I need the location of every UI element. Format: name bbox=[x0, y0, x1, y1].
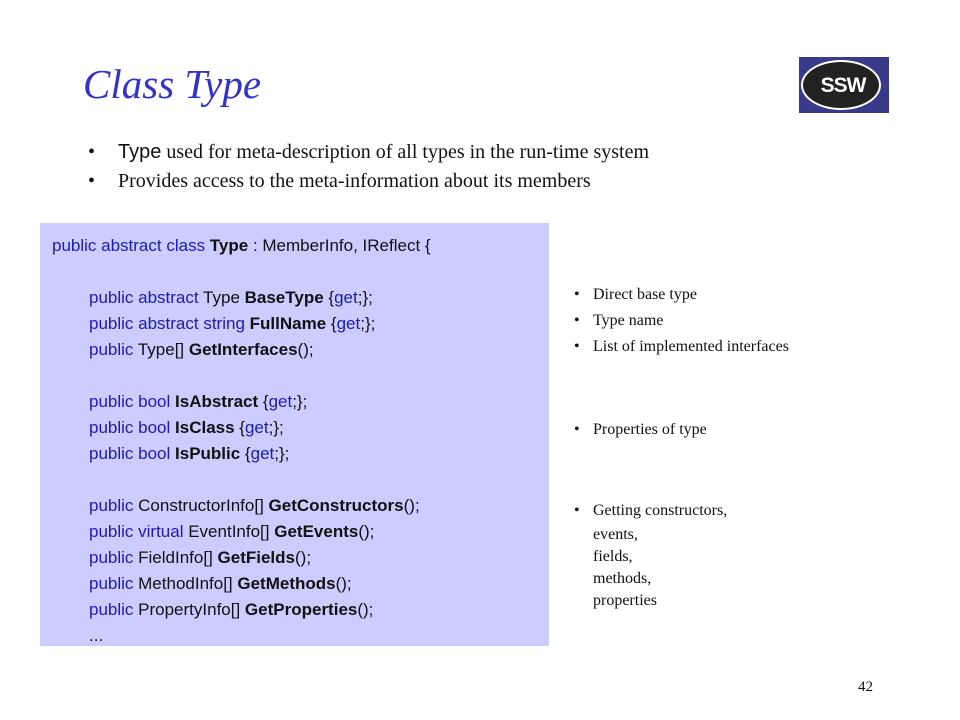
page-number: 42 bbox=[858, 679, 873, 695]
code-token: (); bbox=[357, 600, 374, 619]
code-token: Type[] bbox=[133, 340, 189, 359]
code-token: GetInterfaces bbox=[188, 340, 298, 359]
bullet-dot-icon: • bbox=[574, 286, 580, 303]
note-item bbox=[574, 498, 727, 524]
notes-group-3 bbox=[574, 498, 727, 612]
code-token: { bbox=[258, 392, 269, 411]
bullet-item-1 bbox=[88, 138, 649, 167]
code-token: ;}; bbox=[357, 288, 373, 307]
code-line-7 bbox=[52, 441, 431, 467]
code-token: { bbox=[234, 418, 245, 437]
code-token: { bbox=[323, 288, 335, 307]
bullet-dot-icon: • bbox=[574, 338, 580, 355]
code-token: (); bbox=[403, 496, 420, 515]
bullet-item-2 bbox=[88, 167, 649, 196]
code-token: GetEvents bbox=[274, 522, 359, 541]
code-token: get bbox=[250, 444, 275, 463]
code-line-3 bbox=[52, 311, 431, 337]
code-token: ConstructorInfo[] bbox=[133, 496, 269, 515]
code-token: BaseType bbox=[244, 288, 324, 307]
bullet-keyword: Type bbox=[118, 141, 162, 163]
code-token: GetProperties bbox=[244, 600, 358, 619]
note-text: Getting constructors, bbox=[593, 502, 728, 519]
code-token: MethodInfo[] bbox=[133, 574, 238, 593]
note-subitem: fields, bbox=[593, 548, 633, 565]
code-token: GetConstructors bbox=[268, 496, 404, 515]
code-token: FieldInfo[] bbox=[133, 548, 218, 567]
code-token: (); bbox=[358, 522, 375, 541]
code-line-2 bbox=[52, 285, 431, 311]
code-token: { bbox=[326, 314, 337, 333]
note-item bbox=[574, 417, 707, 443]
code-line-13: ... bbox=[89, 626, 104, 645]
code-line-12 bbox=[52, 597, 431, 623]
code-token: get bbox=[334, 288, 358, 307]
notes-group-2 bbox=[574, 417, 707, 443]
code-token: public bbox=[89, 574, 134, 593]
code-box bbox=[40, 223, 549, 646]
code-line-6 bbox=[52, 415, 431, 441]
code-token: public bool bbox=[89, 418, 176, 437]
code-token: public bbox=[89, 600, 134, 619]
logo-text: SSW bbox=[820, 74, 866, 97]
code-blank-line bbox=[52, 467, 431, 493]
bullet-dot-icon: • bbox=[574, 312, 580, 329]
code-line-11 bbox=[52, 571, 431, 597]
code-token: public abstract bbox=[89, 288, 199, 307]
code-token: public bool bbox=[89, 392, 176, 411]
note-item bbox=[574, 334, 789, 360]
code-token: ;}; bbox=[268, 418, 284, 437]
code-token: public abstract class bbox=[52, 236, 210, 255]
note-text: Type name bbox=[593, 312, 664, 329]
code-token: ;}; bbox=[274, 444, 290, 463]
bullet-list bbox=[88, 138, 649, 196]
logo-oval bbox=[801, 60, 881, 110]
note-subitem: properties bbox=[593, 592, 657, 609]
code-token: { bbox=[240, 444, 251, 463]
code-line-1 bbox=[52, 233, 431, 259]
note-subitem: events, bbox=[593, 526, 638, 543]
code-line-5 bbox=[52, 389, 431, 415]
code-token: public bool bbox=[89, 444, 176, 463]
code-line-10 bbox=[52, 545, 431, 571]
code-token: IsClass bbox=[175, 418, 235, 437]
bullet-dot-icon: • bbox=[88, 170, 96, 192]
code-blank-line bbox=[52, 363, 431, 389]
bullet-dot-icon: • bbox=[574, 502, 580, 519]
code-token: Type bbox=[209, 236, 249, 255]
code-token: GetMethods bbox=[237, 574, 336, 593]
code-token: public bbox=[89, 496, 134, 515]
note-text: Properties of type bbox=[593, 421, 707, 438]
code-token: public abstract string bbox=[89, 314, 250, 333]
code-token: get bbox=[336, 314, 361, 333]
code-token: (); bbox=[295, 548, 312, 567]
ssw-logo bbox=[799, 57, 889, 113]
bullet-text: Provides access to the meta-information about its members bbox=[118, 170, 591, 192]
code-token: ;}; bbox=[360, 314, 376, 333]
code-token: (); bbox=[335, 574, 352, 593]
bullet-dot-icon: • bbox=[574, 421, 580, 438]
code-token: get bbox=[244, 418, 269, 437]
note-item bbox=[574, 282, 789, 308]
note-item bbox=[574, 308, 789, 334]
slide-title: Class Type bbox=[83, 61, 262, 107]
code-token: EventInfo[] bbox=[183, 522, 275, 541]
code-token: (); bbox=[297, 340, 314, 359]
code-token: FullName bbox=[249, 314, 327, 333]
code-token: : MemberInfo, IReflect { bbox=[248, 236, 431, 255]
bullet-dot-icon: • bbox=[88, 141, 96, 163]
code-token: GetFields bbox=[217, 548, 295, 567]
code-token: get bbox=[268, 392, 293, 411]
code-token: Type bbox=[198, 288, 245, 307]
note-subitem: methods, bbox=[593, 570, 652, 587]
code-line-4 bbox=[52, 337, 431, 363]
code-token: IsPublic bbox=[175, 444, 241, 463]
code-line-9 bbox=[52, 519, 431, 545]
code-token: ;}; bbox=[292, 392, 308, 411]
bullet-text: used for meta-description of all types in the run-time system bbox=[161, 141, 650, 163]
note-text: Direct base type bbox=[593, 286, 697, 303]
code-token: public virtual bbox=[89, 522, 184, 541]
code-blank-line bbox=[52, 259, 431, 285]
code-token: public bbox=[89, 548, 134, 567]
code-token: public bbox=[89, 340, 134, 359]
code-token: PropertyInfo[] bbox=[133, 600, 245, 619]
code-token: IsAbstract bbox=[175, 392, 259, 411]
notes-group-1 bbox=[574, 282, 789, 360]
code-listing bbox=[52, 233, 431, 649]
note-text: List of implemented interfaces bbox=[593, 338, 789, 355]
code-line-8 bbox=[52, 493, 431, 519]
